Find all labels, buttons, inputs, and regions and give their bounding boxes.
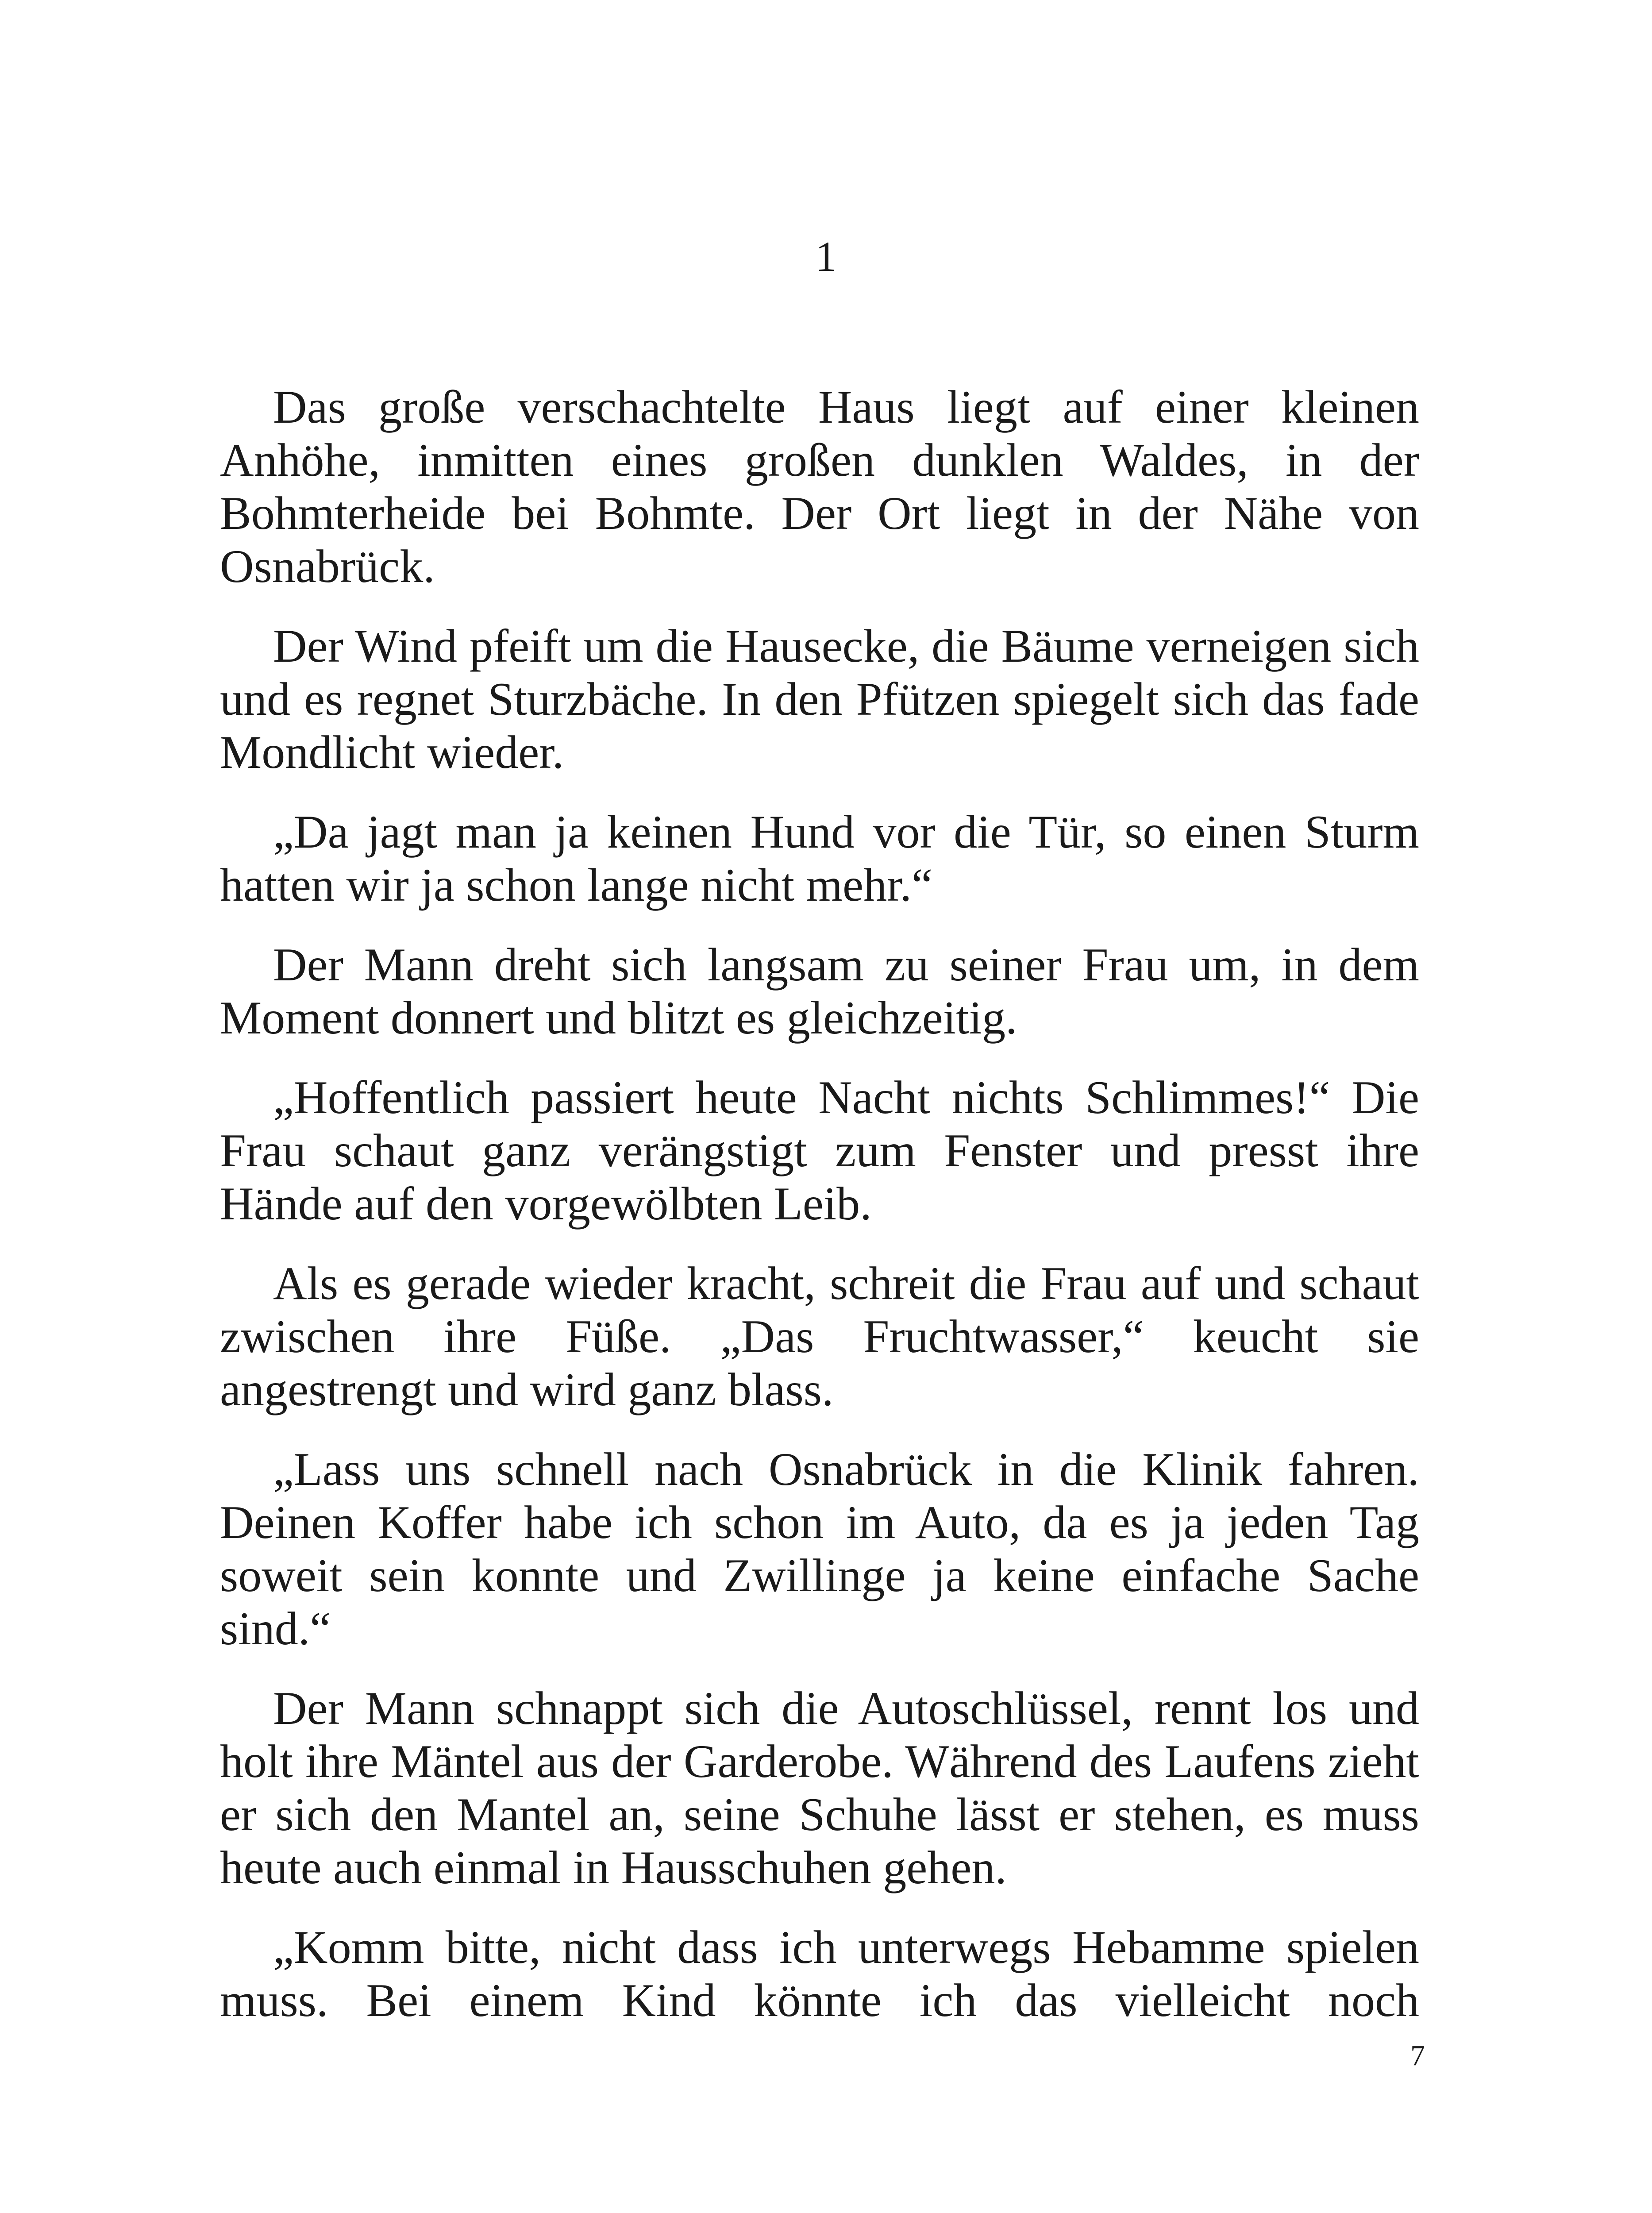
- paragraph: Der Mann dreht sich langsam zu seiner Frau um, in dem Moment donnert und blitzt es gleichzeitig.: [220, 939, 1419, 1044]
- paragraph: „Hoffentlich passiert heute Nacht nichts Schlimmes!“ Die Frau schaut ganz verängstigt zum Fenster und presst ihre Hände auf den vorgewölbten Leib.: [220, 1072, 1419, 1230]
- page-number: 7: [1410, 2040, 1425, 2072]
- chapter-text: [220, 381, 1419, 2027]
- paragraph: „Da jagt man ja keinen Hund vor die Tür, so einen Sturm hatten wir ja schon lange nicht mehr.“: [220, 806, 1419, 911]
- paragraph: „Komm bitte, nicht dass ich unterwegs Hebamme spielen muss. Bei einem Kind könnte ich das vielleicht noch: [220, 1921, 1419, 2026]
- paragraph: Der Mann schnappt sich die Autoschlüssel, rennt los und holt ihre Mäntel aus der Garderobe. Während des Laufens zieht er sich den Mantel an, seine Schuhe lässt er stehen, es muss heute auch einmal in Hausschuhen gehen.: [220, 1682, 1419, 1893]
- paragraph: Das große verschachtelte Haus liegt auf einer kleinen Anhöhe, inmitten eines großen dunklen Waldes, in der Bohmterheide bei Bohmte. Der Ort liegt in der Nähe von Osnabrück.: [220, 381, 1419, 592]
- paragraph: Der Wind pfeift um die Hausecke, die Bäume verneigen sich und es regnet Sturzbäche. In den Pfützen spiegelt sich das fade Mondlicht wieder.: [220, 620, 1419, 778]
- paragraph: Als es gerade wieder kracht, schreit die Frau auf und schaut zwischen ihre Füße. „Das Fruchtwasser,“ keucht sie angestrengt und wird ganz blass.: [220, 1257, 1419, 1415]
- paragraph: „Lass uns schnell nach Osnabrück in die Klinik fahren. Deinen Koffer habe ich schon im Auto, da es ja jeden Tag soweit sein konnte und Zwillinge ja keine einfache Sache sind.“: [220, 1443, 1419, 1654]
- chapter-number: 1: [815, 233, 837, 280]
